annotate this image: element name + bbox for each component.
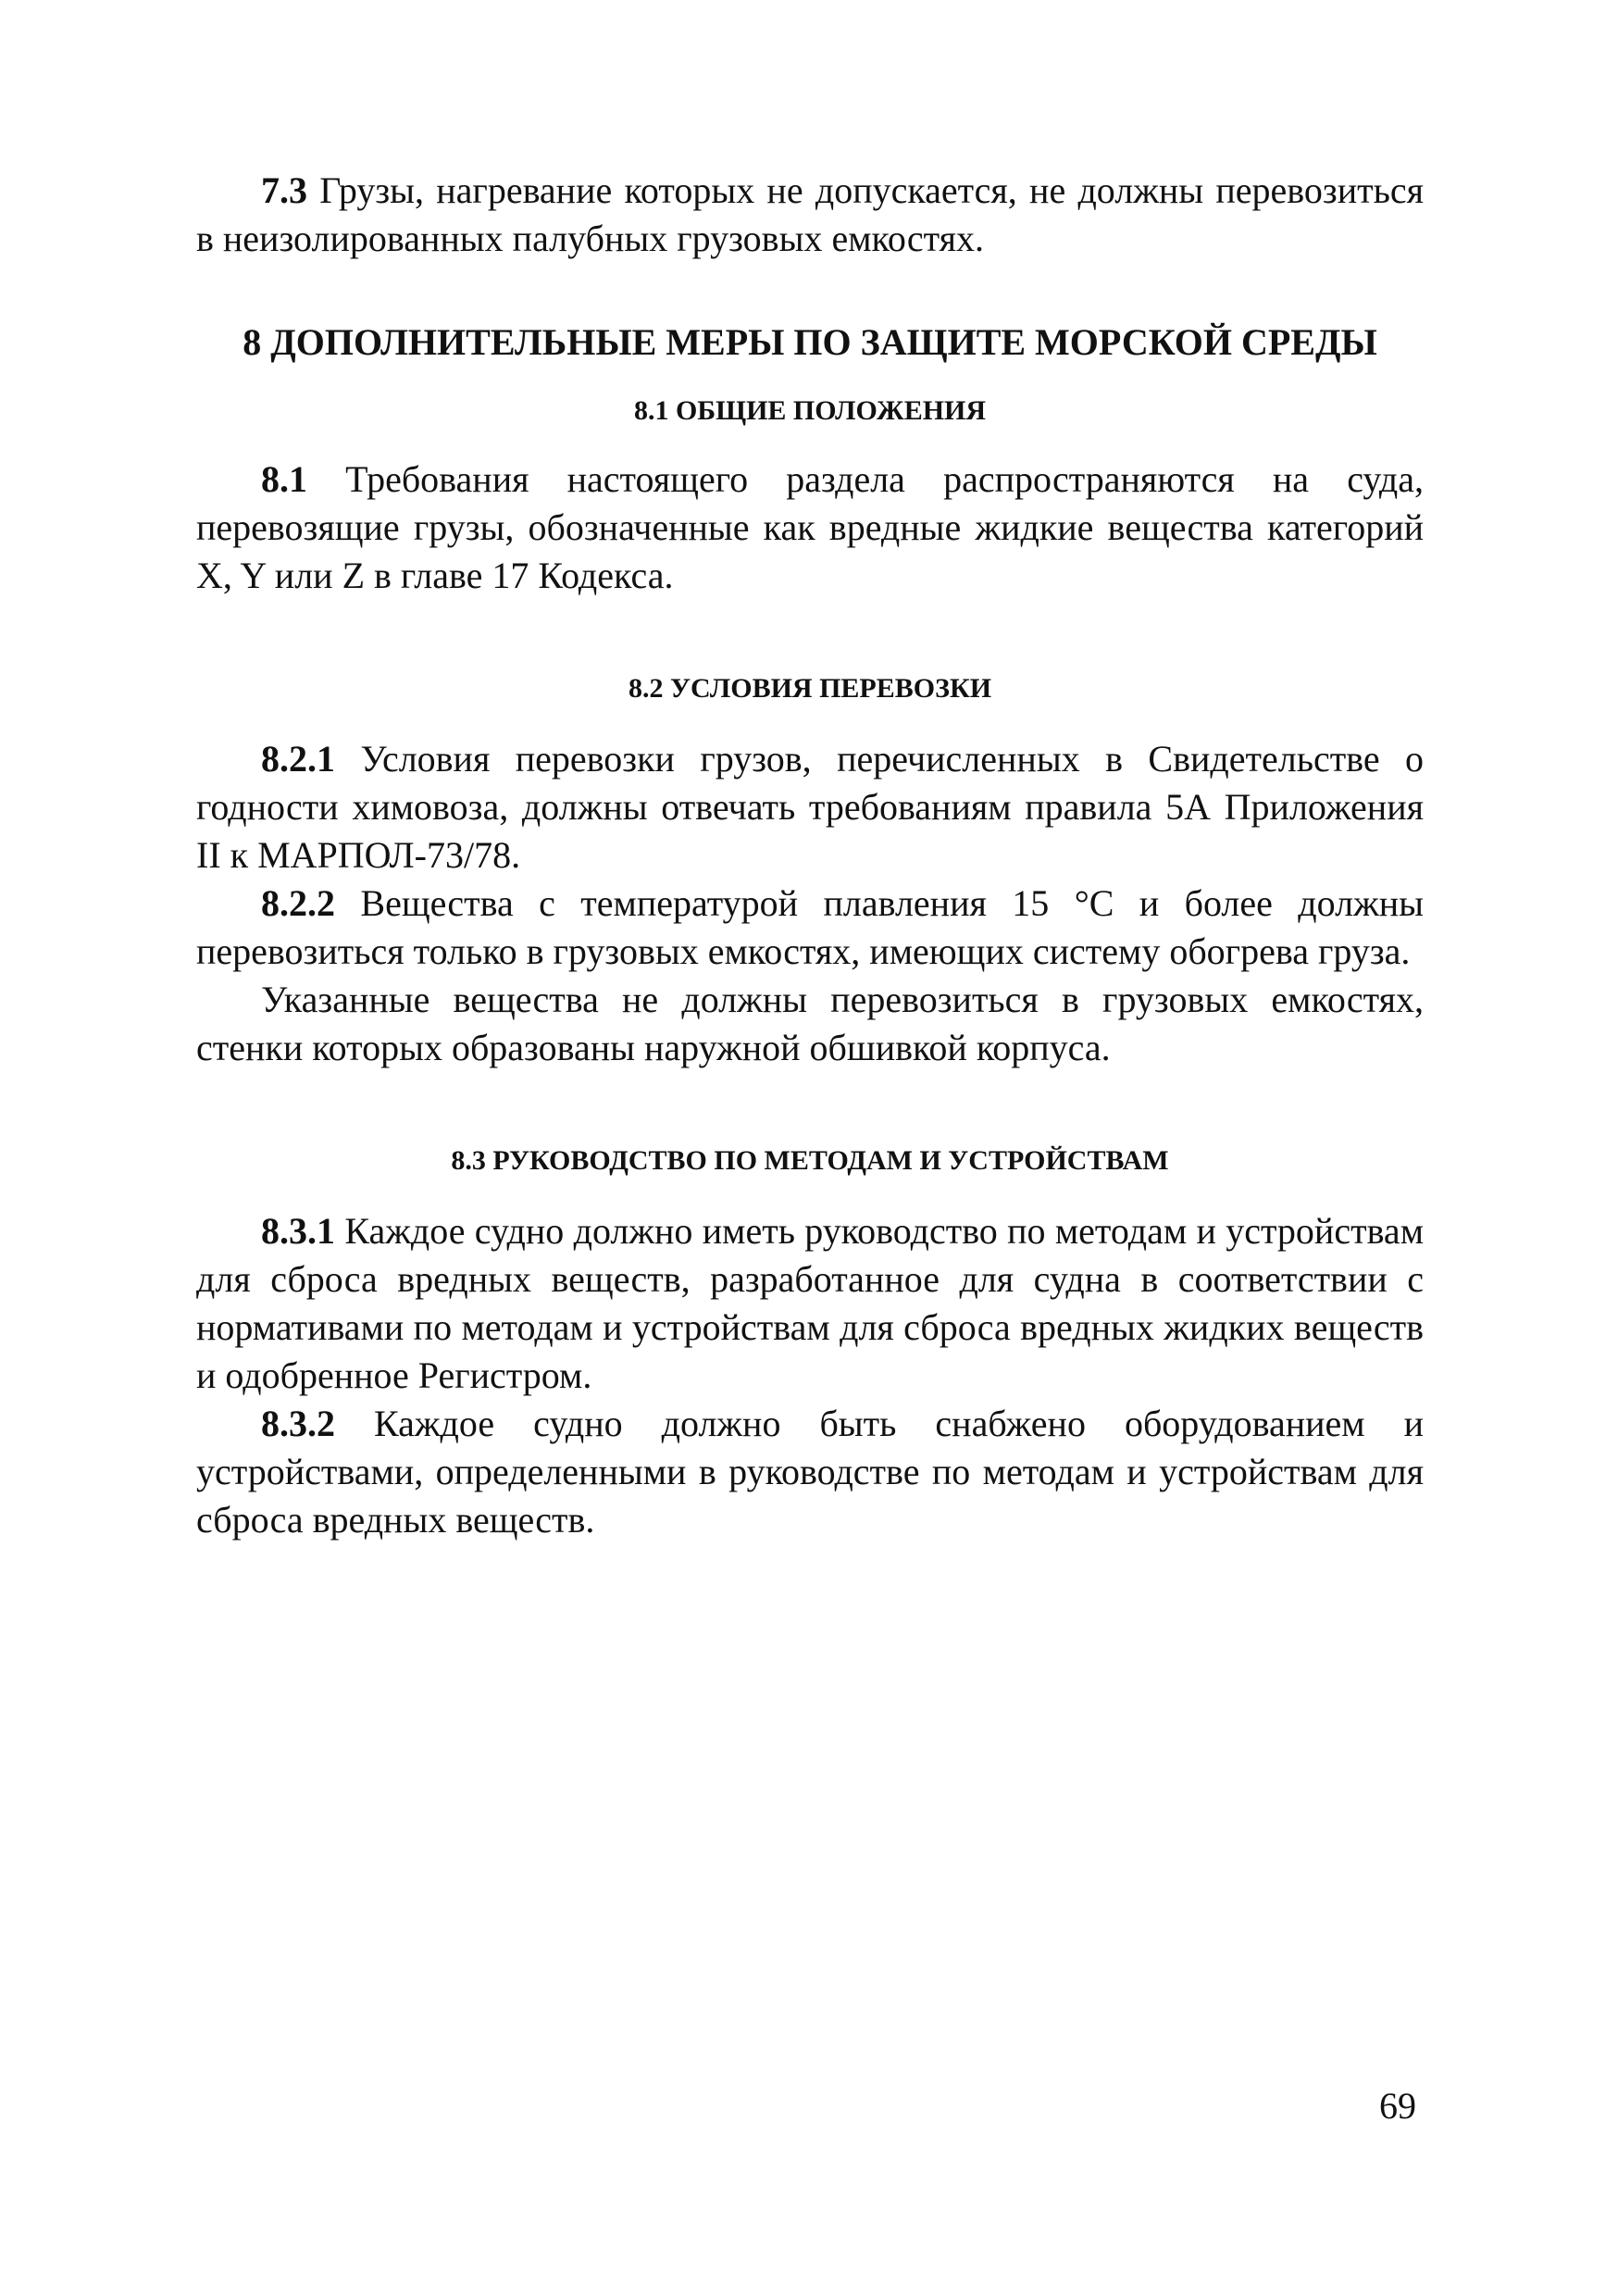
paragraph-text: Условия перевозки грузов, перечисленных в Свидетельстве о годности химовоза, должны отвечать требованиям правила 5А Приложения II к МАРПОЛ-73/78.: [196, 738, 1425, 876]
paragraph-text: Требования настоящего раздела распространяются на суда, перевозящие грузы, обозначенные как вредные жидкие вещества категорий X, Y или Z в главе 17 Кодекса.: [196, 458, 1424, 596]
chapter-8-title: 8 ДОПОЛНИТЕЛЬНЫЕ МЕРЫ ПО ЗАЩИТЕ МОРСКОЙ СРЕДЫ: [243, 321, 1377, 363]
paragraph-8-2-2: [196, 880, 1424, 976]
paragraph-text: Каждое судно должно быть снабжено оборудованием и устройствами, определенными в руководстве по методам и устройствам для сброса вредных веществ.: [196, 1403, 1425, 1541]
section-8-2-title: 8.2 УСЛОВИЯ ПЕРЕВОЗКИ: [628, 673, 992, 704]
paragraph-text: Каждое судно должно иметь руководство по методам и устройствам для сброса вредных веществ, разработанное для судна в соответствии с нормативами по методам и устройствам для сброса вредных жидких веществ и одобренное Регистром.: [196, 1210, 1424, 1396]
document-page: [196, 167, 1424, 1544]
paragraph-number: 8.3.2: [261, 1403, 335, 1444]
paragraph-8-2-1: [196, 735, 1424, 880]
paragraph-text: Вещества с температурой плавления 15 °С и более должны перевозиться только в грузовых емкостях, имеющих систему обогрева груза.: [196, 882, 1424, 972]
paragraph-number: 8.1: [261, 458, 307, 500]
paragraph-number: 8.2.1: [261, 738, 335, 780]
paragraph-8-2-2-continuation: Указанные вещества не должны перевозиться в грузовых емкостях, стенки которых образованы наружной обшивкой корпуса.: [196, 979, 1424, 1068]
page-number: 69: [1379, 2085, 1416, 2127]
paragraph-text: Грузы, нагревание которых не допускается, не должны перевозиться в неизолированных палубных грузовых емкостях.: [196, 169, 1425, 259]
paragraph-8-3-2: [196, 1400, 1424, 1544]
paragraph-number: 8.3.1: [261, 1210, 335, 1252]
paragraph-7-3: [196, 167, 1424, 263]
paragraph-number: 8.2.2: [261, 882, 335, 924]
paragraph-8-3-1: [196, 1207, 1424, 1400]
section-8-1-title: 8.1 ОБЩИЕ ПОЛОЖЕНИЯ: [633, 395, 987, 426]
section-8-3-title: 8.3 РУКОВОДСТВО ПО МЕТОДАМ И УСТРОЙСТВАМ: [451, 1145, 1169, 1176]
paragraph-8-1: [196, 455, 1424, 600]
paragraph-number: 7.3: [261, 169, 307, 211]
